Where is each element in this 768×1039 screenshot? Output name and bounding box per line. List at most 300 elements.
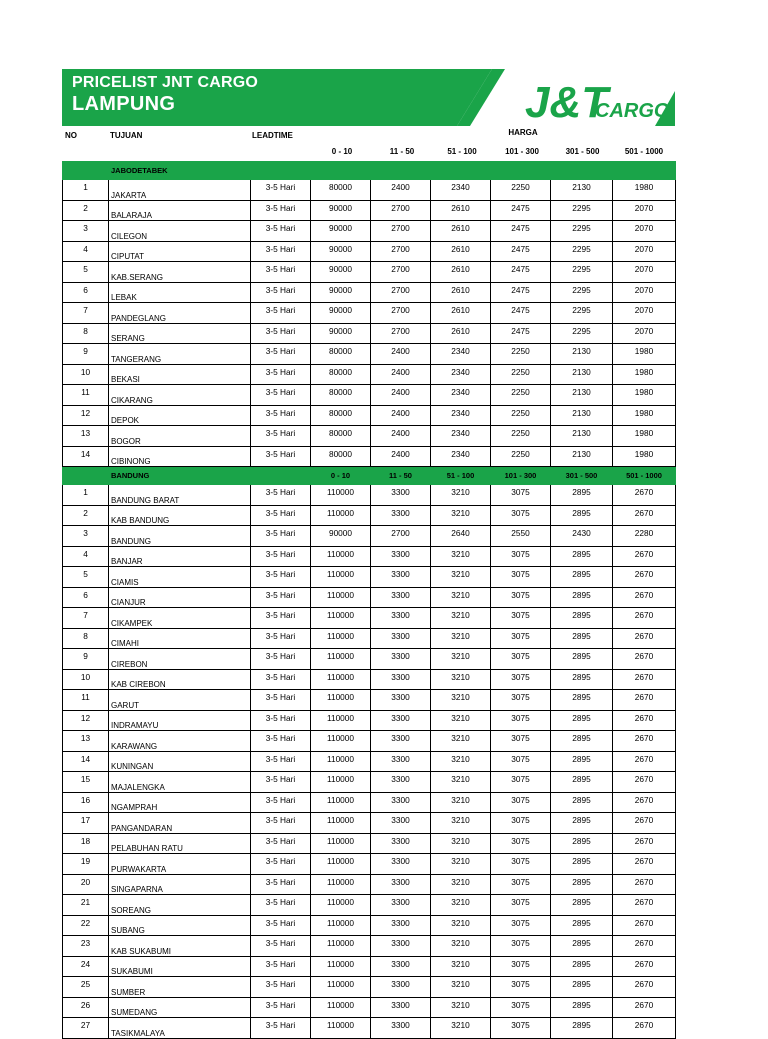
table-row — [63, 180, 676, 201]
price-cell: 2895 — [551, 731, 613, 752]
price-cell: 110000 — [311, 710, 371, 731]
price-cell: 3075 — [491, 977, 551, 998]
price-cell: 2700 — [371, 526, 431, 547]
price-cell: 2895 — [551, 546, 613, 567]
row-number: 16 — [63, 792, 109, 813]
leadtime-cell: 3-5 Hari — [251, 833, 311, 854]
leadtime-cell: 3-5 Hari — [251, 895, 311, 916]
price-cell: 2610 — [431, 221, 491, 242]
table-row — [63, 895, 676, 916]
leadtime-cell: 3-5 Hari — [251, 546, 311, 567]
table-row — [63, 956, 676, 977]
price-cell: 3300 — [371, 915, 431, 936]
destination-cell: BANDUNG BARAT — [109, 485, 251, 506]
price-cell: 2340 — [431, 364, 491, 385]
destination-cell: SUMEDANG — [109, 997, 251, 1018]
price-cell: 2895 — [551, 833, 613, 854]
price-cell: 110000 — [311, 587, 371, 608]
svg-text:J&T: J&T — [525, 78, 609, 126]
price-cell: 2070 — [613, 200, 676, 221]
price-cell: 2670 — [613, 895, 676, 916]
price-cell: 3300 — [371, 895, 431, 916]
price-cell: 3075 — [491, 997, 551, 1018]
price-cell: 2130 — [551, 405, 613, 426]
table-row — [63, 546, 676, 567]
price-cell: 110000 — [311, 608, 371, 629]
price-cell: 2670 — [613, 567, 676, 588]
price-cell: 2670 — [613, 813, 676, 834]
destination-cell: CIAMIS — [109, 567, 251, 588]
price-cell: 90000 — [311, 323, 371, 344]
price-cell: 80000 — [311, 344, 371, 365]
price-cell: 110000 — [311, 874, 371, 895]
header-banner — [62, 69, 675, 126]
destination-cell: LEBAK — [109, 282, 251, 303]
price-cell: 2295 — [551, 303, 613, 324]
table-row — [63, 426, 676, 447]
table-row — [63, 303, 676, 324]
price-cell: 2070 — [613, 221, 676, 242]
col-header-harga: HARGA — [508, 128, 538, 137]
price-cell: 2895 — [551, 854, 613, 875]
table-row — [63, 323, 676, 344]
price-cell: 2295 — [551, 200, 613, 221]
section-spacer — [63, 467, 109, 485]
price-cell: 2130 — [551, 426, 613, 447]
price-cell: 110000 — [311, 628, 371, 649]
price-cell: 3300 — [371, 833, 431, 854]
price-cell: 2670 — [613, 587, 676, 608]
section-spacer — [63, 162, 109, 180]
price-cell: 3300 — [371, 731, 431, 752]
price-cell: 110000 — [311, 485, 371, 506]
destination-cell: CIKARANG — [109, 385, 251, 406]
price-cell: 2130 — [551, 446, 613, 467]
price-cell: 3075 — [491, 956, 551, 977]
price-cell: 2700 — [371, 323, 431, 344]
price-cell: 3300 — [371, 669, 431, 690]
price-cell: 2895 — [551, 628, 613, 649]
leadtime-cell: 3-5 Hari — [251, 772, 311, 793]
price-cell: 2895 — [551, 874, 613, 895]
price-cell: 3075 — [491, 731, 551, 752]
price-cell: 2400 — [371, 364, 431, 385]
destination-cell: CIBINONG — [109, 446, 251, 467]
table-row — [63, 997, 676, 1018]
section-range-label: 301 - 500 — [551, 467, 613, 485]
price-cell: 2610 — [431, 262, 491, 283]
price-cell: 2430 — [551, 526, 613, 547]
destination-cell: BALARAJA — [109, 200, 251, 221]
price-cell: 3075 — [491, 895, 551, 916]
price-cell: 3075 — [491, 628, 551, 649]
price-cell: 3075 — [491, 587, 551, 608]
price-cell: 2340 — [431, 180, 491, 201]
row-number: 14 — [63, 751, 109, 772]
destination-cell: KUNINGAN — [109, 751, 251, 772]
destination-cell: SUMBER — [109, 977, 251, 998]
price-cell: 2295 — [551, 282, 613, 303]
price-cell: 3075 — [491, 669, 551, 690]
price-cell: 3075 — [491, 567, 551, 588]
leadtime-cell: 3-5 Hari — [251, 426, 311, 447]
leadtime-cell: 3-5 Hari — [251, 628, 311, 649]
table-row — [63, 200, 676, 221]
price-cell: 3300 — [371, 546, 431, 567]
leadtime-cell: 3-5 Hari — [251, 792, 311, 813]
price-cell: 3075 — [491, 608, 551, 629]
price-table — [62, 161, 676, 1039]
table-row — [63, 772, 676, 793]
section-spacer — [251, 162, 311, 180]
price-cell: 2670 — [613, 772, 676, 793]
destination-cell: CIKAMPEK — [109, 608, 251, 629]
price-cell: 3210 — [431, 895, 491, 916]
leadtime-cell: 3-5 Hari — [251, 303, 311, 324]
row-number: 2 — [63, 200, 109, 221]
price-cell: 2670 — [613, 669, 676, 690]
leadtime-cell: 3-5 Hari — [251, 587, 311, 608]
row-number: 14 — [63, 446, 109, 467]
price-cell: 3210 — [431, 546, 491, 567]
table-row — [63, 485, 676, 506]
price-cell: 3210 — [431, 915, 491, 936]
row-number: 3 — [63, 526, 109, 547]
row-number: 10 — [63, 669, 109, 690]
destination-cell: MAJALENGKA — [109, 772, 251, 793]
row-number: 8 — [63, 628, 109, 649]
row-number: 27 — [63, 1018, 109, 1039]
table-row — [63, 608, 676, 629]
col-header-no: NO — [65, 131, 77, 140]
leadtime-cell: 3-5 Hari — [251, 180, 311, 201]
row-number: 12 — [63, 405, 109, 426]
price-cell: 110000 — [311, 751, 371, 772]
destination-cell: TASIKMALAYA — [109, 1018, 251, 1039]
row-number: 26 — [63, 997, 109, 1018]
price-cell: 2130 — [551, 344, 613, 365]
table-row — [63, 241, 676, 262]
price-cell: 2400 — [371, 344, 431, 365]
price-cell: 3075 — [491, 546, 551, 567]
price-cell: 2700 — [371, 221, 431, 242]
price-cell: 110000 — [311, 854, 371, 875]
price-cell: 2130 — [551, 385, 613, 406]
section-range-label — [613, 162, 676, 180]
section-range-label — [491, 162, 551, 180]
price-cell: 110000 — [311, 997, 371, 1018]
price-cell: 2895 — [551, 485, 613, 506]
price-cell: 2670 — [613, 833, 676, 854]
leadtime-cell: 3-5 Hari — [251, 956, 311, 977]
price-cell: 2670 — [613, 956, 676, 977]
price-cell: 1980 — [613, 426, 676, 447]
price-cell: 2700 — [371, 303, 431, 324]
table-row — [63, 262, 676, 283]
leadtime-cell: 3-5 Hari — [251, 323, 311, 344]
row-number: 4 — [63, 241, 109, 262]
leadtime-cell: 3-5 Hari — [251, 567, 311, 588]
section-range-label: 11 - 50 — [371, 467, 431, 485]
row-number: 5 — [63, 262, 109, 283]
section-name: BANDUNG — [109, 467, 251, 485]
price-cell: 3210 — [431, 772, 491, 793]
price-cell: 2250 — [491, 405, 551, 426]
row-number: 12 — [63, 710, 109, 731]
price-cell: 2295 — [551, 221, 613, 242]
price-cell: 90000 — [311, 526, 371, 547]
price-cell: 2610 — [431, 200, 491, 221]
row-number: 5 — [63, 567, 109, 588]
price-cell: 2340 — [431, 405, 491, 426]
price-cell: 3300 — [371, 751, 431, 772]
price-cell: 3300 — [371, 813, 431, 834]
price-cell: 3075 — [491, 649, 551, 670]
price-cell: 2250 — [491, 426, 551, 447]
price-cell: 3075 — [491, 833, 551, 854]
destination-cell: CIPUTAT — [109, 241, 251, 262]
destination-cell: TANGERANG — [109, 344, 251, 365]
price-cell: 2130 — [551, 180, 613, 201]
price-cell: 2670 — [613, 936, 676, 957]
row-number: 1 — [63, 485, 109, 506]
price-cell: 110000 — [311, 731, 371, 752]
price-cell: 2130 — [551, 364, 613, 385]
leadtime-cell: 3-5 Hari — [251, 364, 311, 385]
price-cell: 2610 — [431, 303, 491, 324]
price-cell: 2610 — [431, 241, 491, 262]
price-cell: 2895 — [551, 792, 613, 813]
price-cell: 2670 — [613, 628, 676, 649]
price-cell: 2295 — [551, 241, 613, 262]
price-cell: 3075 — [491, 1018, 551, 1039]
price-cell: 3210 — [431, 567, 491, 588]
price-cell: 90000 — [311, 282, 371, 303]
section-range-label: 101 - 300 — [491, 467, 551, 485]
price-cell: 2670 — [613, 854, 676, 875]
row-number: 20 — [63, 874, 109, 895]
leadtime-cell: 3-5 Hari — [251, 241, 311, 262]
page-title: PRICELIST JNT CARGO — [72, 74, 259, 91]
row-number: 17 — [63, 813, 109, 834]
price-cell: 2610 — [431, 282, 491, 303]
price-cell: 3210 — [431, 731, 491, 752]
price-cell: 2070 — [613, 262, 676, 283]
price-cell: 2895 — [551, 649, 613, 670]
price-cell: 2670 — [613, 710, 676, 731]
row-number: 8 — [63, 323, 109, 344]
destination-cell: BANDUNG — [109, 526, 251, 547]
price-cell: 90000 — [311, 262, 371, 283]
section-spacer — [251, 467, 311, 485]
price-cell: 3300 — [371, 792, 431, 813]
price-cell: 2475 — [491, 303, 551, 324]
row-number: 11 — [63, 385, 109, 406]
destination-cell: BEKASI — [109, 364, 251, 385]
price-cell: 3075 — [491, 936, 551, 957]
price-cell: 2670 — [613, 751, 676, 772]
price-cell: 2670 — [613, 731, 676, 752]
section-range-label — [371, 162, 431, 180]
price-cell: 2670 — [613, 997, 676, 1018]
table-row — [63, 505, 676, 526]
price-cell: 3210 — [431, 690, 491, 711]
table-row — [63, 690, 676, 711]
row-number: 13 — [63, 426, 109, 447]
price-cell: 2400 — [371, 405, 431, 426]
section-header-row — [63, 467, 676, 485]
table-row — [63, 385, 676, 406]
table-row — [63, 221, 676, 242]
row-number: 3 — [63, 221, 109, 242]
price-cell: 2250 — [491, 446, 551, 467]
price-cell: 3210 — [431, 505, 491, 526]
price-cell: 80000 — [311, 364, 371, 385]
row-number: 9 — [63, 649, 109, 670]
price-cell: 90000 — [311, 200, 371, 221]
price-cell: 2895 — [551, 772, 613, 793]
destination-cell: DEPOK — [109, 405, 251, 426]
price-cell: 2475 — [491, 262, 551, 283]
price-cell: 3075 — [491, 505, 551, 526]
price-cell: 3075 — [491, 751, 551, 772]
price-cell: 2895 — [551, 567, 613, 588]
price-cell: 2895 — [551, 977, 613, 998]
row-number: 4 — [63, 546, 109, 567]
section-range-label — [551, 162, 613, 180]
leadtime-cell: 3-5 Hari — [251, 997, 311, 1018]
price-cell: 110000 — [311, 895, 371, 916]
price-cell: 1980 — [613, 344, 676, 365]
price-cell: 3075 — [491, 710, 551, 731]
price-cell: 2070 — [613, 241, 676, 262]
price-cell: 3210 — [431, 608, 491, 629]
section-name: JABODETABEK — [109, 162, 251, 180]
section-range-label: 51 - 100 — [431, 467, 491, 485]
col-header-range: 11 - 50 — [389, 147, 415, 156]
price-cell: 2640 — [431, 526, 491, 547]
table-row — [63, 936, 676, 957]
price-cell: 110000 — [311, 1018, 371, 1039]
price-cell: 2670 — [613, 690, 676, 711]
section-range-label: 0 - 10 — [311, 467, 371, 485]
price-cell: 3300 — [371, 1018, 431, 1039]
price-cell: 2340 — [431, 344, 491, 365]
leadtime-cell: 3-5 Hari — [251, 608, 311, 629]
destination-cell: JAKARTA — [109, 180, 251, 201]
price-cell: 2670 — [613, 792, 676, 813]
col-header-tujuan: TUJUAN — [110, 131, 143, 140]
price-cell: 2895 — [551, 690, 613, 711]
destination-cell: CIREBON — [109, 649, 251, 670]
row-number: 19 — [63, 854, 109, 875]
price-cell: 2895 — [551, 587, 613, 608]
table-row — [63, 1018, 676, 1039]
price-cell: 2895 — [551, 669, 613, 690]
price-cell: 110000 — [311, 690, 371, 711]
price-cell: 2670 — [613, 1018, 676, 1039]
leadtime-cell: 3-5 Hari — [251, 669, 311, 690]
price-cell: 3075 — [491, 854, 551, 875]
table-row — [63, 977, 676, 998]
price-cell: 2070 — [613, 282, 676, 303]
table-row — [63, 669, 676, 690]
row-number: 7 — [63, 608, 109, 629]
leadtime-cell: 3-5 Hari — [251, 813, 311, 834]
price-cell: 1980 — [613, 364, 676, 385]
leadtime-cell: 3-5 Hari — [251, 344, 311, 365]
price-cell: 3075 — [491, 772, 551, 793]
price-cell: 3300 — [371, 772, 431, 793]
col-header-range: 0 - 10 — [331, 147, 353, 156]
price-cell: 2895 — [551, 956, 613, 977]
price-cell: 3075 — [491, 874, 551, 895]
destination-cell: BOGOR — [109, 426, 251, 447]
price-cell: 2895 — [551, 505, 613, 526]
leadtime-cell: 3-5 Hari — [251, 385, 311, 406]
price-cell: 3300 — [371, 710, 431, 731]
destination-cell: SUBANG — [109, 915, 251, 936]
price-cell: 3075 — [491, 813, 551, 834]
price-cell: 3210 — [431, 710, 491, 731]
price-cell: 110000 — [311, 567, 371, 588]
price-cell: 3300 — [371, 649, 431, 670]
leadtime-cell: 3-5 Hari — [251, 446, 311, 467]
price-cell: 3210 — [431, 751, 491, 772]
leadtime-cell: 3-5 Hari — [251, 485, 311, 506]
price-cell: 3210 — [431, 956, 491, 977]
price-cell: 3300 — [371, 690, 431, 711]
leadtime-cell: 3-5 Hari — [251, 690, 311, 711]
destination-cell: PANGANDARAN — [109, 813, 251, 834]
destination-cell: PELABUHAN RATU — [109, 833, 251, 854]
leadtime-cell: 3-5 Hari — [251, 936, 311, 957]
destination-cell: PANDEGLANG — [109, 303, 251, 324]
price-cell: 3300 — [371, 587, 431, 608]
section-header-row — [63, 162, 676, 180]
price-cell: 2250 — [491, 364, 551, 385]
price-cell: 2475 — [491, 323, 551, 344]
price-cell: 3075 — [491, 792, 551, 813]
table-row — [63, 649, 676, 670]
price-cell: 3210 — [431, 997, 491, 1018]
destination-cell: KAB.SERANG — [109, 262, 251, 283]
price-cell: 2670 — [613, 977, 676, 998]
jnt-cargo-logo — [457, 69, 675, 126]
price-cell: 2895 — [551, 751, 613, 772]
price-cell: 80000 — [311, 385, 371, 406]
price-cell: 110000 — [311, 956, 371, 977]
price-cell: 90000 — [311, 221, 371, 242]
table-row — [63, 751, 676, 772]
destination-cell: CIMAHI — [109, 628, 251, 649]
price-cell: 3210 — [431, 1018, 491, 1039]
leadtime-cell: 3-5 Hari — [251, 649, 311, 670]
leadtime-cell: 3-5 Hari — [251, 282, 311, 303]
col-header-range: 51 - 100 — [447, 147, 477, 156]
section-range-label — [431, 162, 491, 180]
table-row — [63, 446, 676, 467]
destination-cell: KAB CIREBON — [109, 669, 251, 690]
price-cell: 80000 — [311, 426, 371, 447]
price-cell: 3300 — [371, 874, 431, 895]
price-cell: 3075 — [491, 485, 551, 506]
leadtime-cell: 3-5 Hari — [251, 915, 311, 936]
price-cell: 2895 — [551, 997, 613, 1018]
price-cell: 2340 — [431, 446, 491, 467]
price-cell: 3210 — [431, 628, 491, 649]
table-row — [63, 731, 676, 752]
